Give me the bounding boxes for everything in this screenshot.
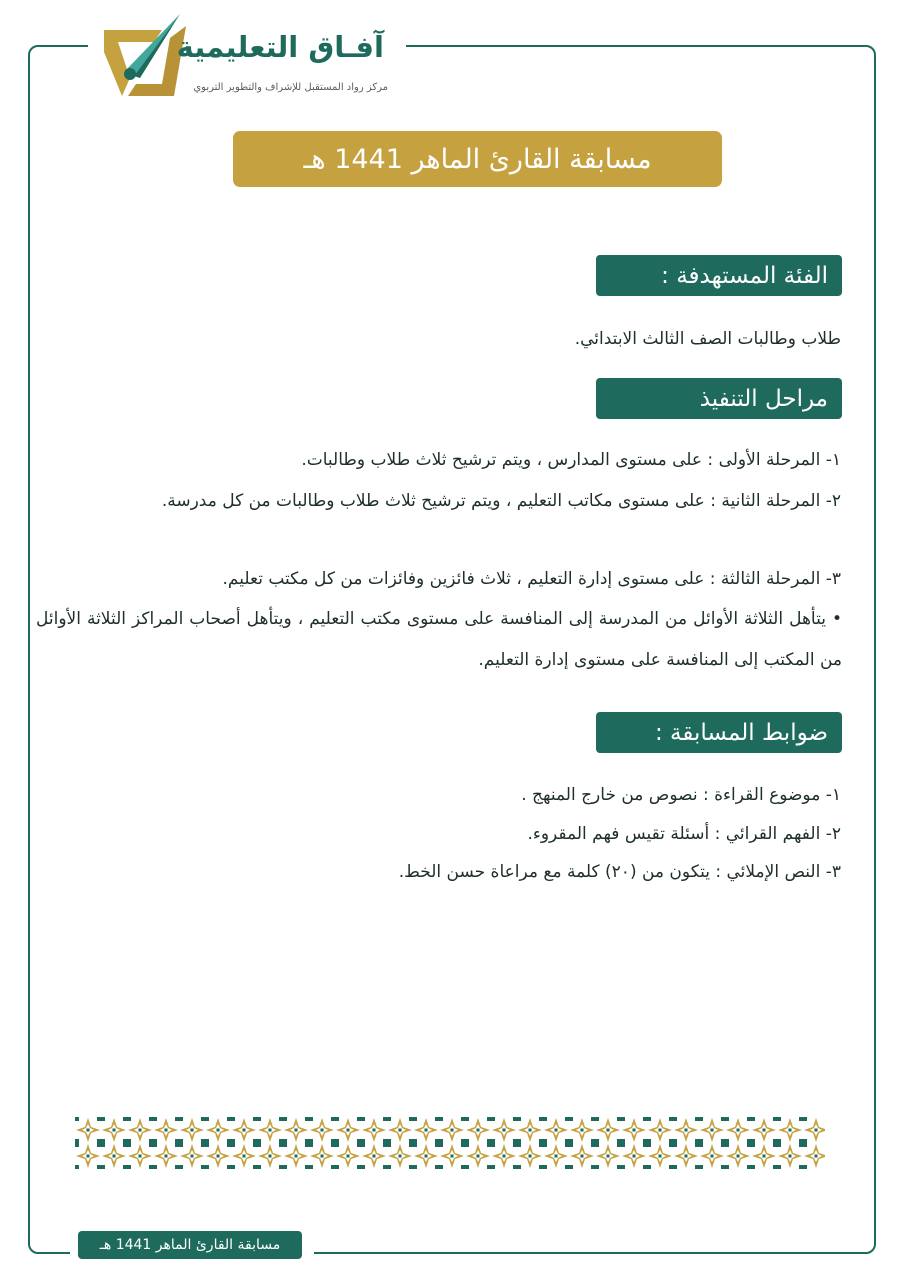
footer-tab: مسابقة القارئ الماهر 1441 هـ xyxy=(78,1231,302,1259)
page-title: مسابقة القارئ الماهر 1441 هـ xyxy=(233,131,722,187)
logo-title: آفـاق التعليمية xyxy=(176,30,384,64)
stage-item: ٣- المرحلة الثالثة : على مستوى إدارة التعليم ، ثلاث فائزين وفائزات من كل مكتب تعليم. xyxy=(222,569,841,589)
decorative-pattern xyxy=(75,1117,825,1169)
rule-item: ٢- الفهم القرائي : أسئلة تقيس فهم المقروء. xyxy=(527,824,841,844)
section-label-rules: ضوابط المسابقة : xyxy=(596,712,842,753)
rule-item: ١- موضوع القراءة : نصوص من خارج المنهج . xyxy=(521,785,841,805)
stage-item: ٢- المرحلة الثانية : على مستوى مكاتب التعليم ، ويتم ترشيح ثلاث طلاب وطالبات من كل مدرسة. xyxy=(161,491,841,511)
section-label-stages: مراحل التنفيذ xyxy=(596,378,842,419)
rule-item: ٣- النص الإملائي : يتكون من (٢٠) كلمة مع مراعاة حسن الخط. xyxy=(398,862,841,882)
logo-subtitle: مركز رواد المستقبل للإشراف والتطوير التربوي xyxy=(193,82,388,93)
stage-item: ١- المرحلة الأولى : على مستوى المدارس ، ويتم ترشيح ثلاث طلاب وطالبات. xyxy=(301,450,841,470)
stages-note: • يتأهل الثلاثة الأوائل من المدرسة إلى المنافسة على مستوى مكتب التعليم ، ويتأهل أصحاب المراكز الثلاثة الأوائل من المكتب إلى المنافسة على مستوى إدارة التعليم. xyxy=(36,609,842,670)
target-group-text: طلاب وطالبات الصف الثالث الابتدائي. xyxy=(574,329,841,349)
section-label-target-group: الفئة المستهدفة : xyxy=(596,255,842,296)
logo xyxy=(100,12,400,102)
